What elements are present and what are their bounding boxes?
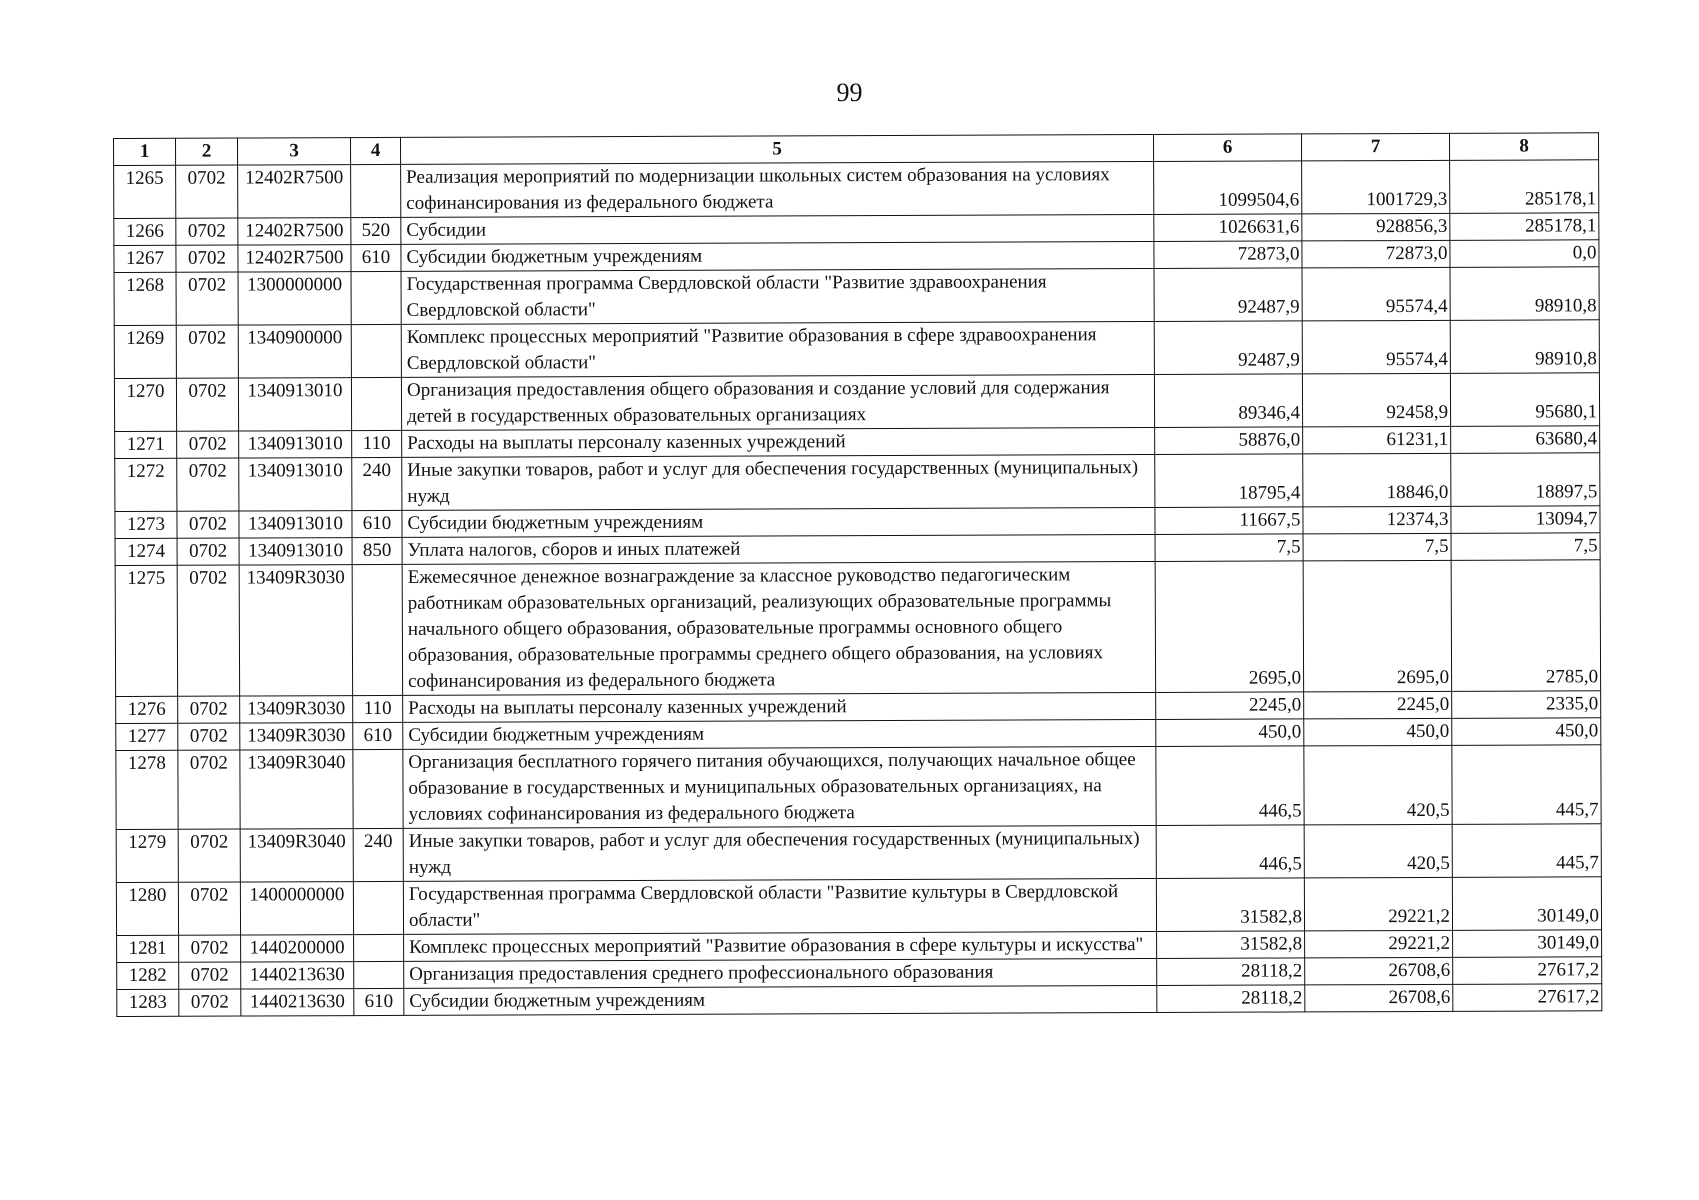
col-header-8: 8	[1449, 133, 1598, 161]
amount-col-6: 446,5	[1156, 746, 1304, 826]
table-row	[114, 267, 1599, 326]
budget-table-wrapper	[113, 132, 1601, 1017]
section-code: 0702	[178, 882, 240, 935]
section-code: 0702	[178, 750, 240, 829]
expense-type-code: 110	[353, 695, 403, 722]
amount-col-7: 2245,0	[1304, 691, 1452, 719]
col-header-6: 6	[1153, 134, 1301, 162]
item-name: Расходы на выплаты персоналу казенных учреждений	[403, 693, 1156, 723]
amount-col-8: 450,0	[1452, 718, 1601, 746]
amount-col-7: 928856,3	[1302, 213, 1450, 241]
col-header-3: 3	[238, 138, 351, 165]
amount-col-8: 27617,2	[1453, 984, 1602, 1012]
amount-col-6: 1099504,6	[1154, 161, 1302, 215]
amount-col-8: 95680,1	[1450, 373, 1599, 427]
row-number: 1271	[115, 431, 177, 458]
amount-col-7: 450,0	[1304, 718, 1452, 746]
amount-col-6: 2245,0	[1156, 692, 1304, 720]
amount-col-8: 27617,2	[1453, 957, 1602, 985]
section-code: 0702	[177, 458, 239, 511]
item-name: Государственная программа Свердловской области "Развитие культуры в Свердловской области"	[403, 878, 1156, 934]
item-name: Субсидии	[401, 215, 1154, 245]
row-number: 1280	[116, 882, 178, 935]
row-number: 1275	[115, 565, 178, 696]
amount-col-6: 450,0	[1156, 719, 1304, 747]
section-code: 0702	[176, 378, 238, 431]
section-code: 0702	[178, 829, 240, 882]
target-article-code: 12402R7500	[238, 245, 351, 272]
item-name: Комплекс процессных мероприятий "Развитие образования в сфере культуры и искусства"	[404, 931, 1157, 961]
col-header-4: 4	[351, 137, 401, 164]
row-number: 1279	[116, 829, 178, 882]
target-article-code: 1440213630	[241, 962, 354, 989]
row-number: 1268	[114, 272, 176, 325]
amount-col-8: 285178,1	[1450, 160, 1599, 214]
row-number: 1281	[117, 935, 179, 962]
row-number: 1272	[115, 458, 177, 511]
amount-col-6: 446,5	[1156, 825, 1304, 879]
target-article-code: 1400000000	[240, 882, 353, 935]
table-row	[114, 373, 1599, 432]
amount-col-8: 13094,7	[1451, 506, 1600, 534]
amount-col-6: 92487,9	[1154, 321, 1302, 375]
target-article-code: 1340913010	[239, 431, 352, 458]
amount-col-8: 63680,4	[1451, 426, 1600, 454]
expense-type-code: 240	[353, 828, 403, 881]
expense-type-code	[353, 749, 403, 828]
amount-col-6: 58876,0	[1155, 427, 1303, 455]
section-code: 0702	[178, 723, 240, 750]
expense-type-code	[351, 271, 401, 324]
section-code: 0702	[179, 989, 241, 1016]
amount-col-6: 92487,9	[1154, 268, 1302, 322]
table-row	[116, 877, 1601, 936]
amount-col-7: 29221,2	[1305, 930, 1453, 958]
target-article-code: 1340900000	[238, 325, 351, 378]
row-number: 1269	[114, 325, 176, 378]
item-name: Организация предоставления общего образования и создание условий для содержания детей в государственных образовательных организациях	[401, 375, 1154, 431]
expense-type-code	[354, 934, 404, 961]
amount-col-8: 30149,0	[1453, 930, 1602, 958]
amount-col-7: 1001729,3	[1302, 160, 1450, 214]
amount-col-8: 2335,0	[1452, 691, 1601, 719]
col-header-5: 5	[400, 135, 1153, 165]
target-article-code: 13409R3030	[240, 723, 353, 750]
section-code: 0702	[176, 245, 238, 272]
amount-col-8: 2785,0	[1451, 560, 1601, 692]
target-article-code: 1440200000	[241, 935, 354, 962]
amount-col-6: 18795,4	[1155, 454, 1303, 508]
row-number: 1267	[114, 245, 176, 272]
item-name: Субсидии бюджетным учреждениям	[403, 720, 1156, 750]
section-code: 0702	[178, 696, 240, 723]
expense-type-code: 610	[352, 510, 402, 537]
section-code: 0702	[179, 935, 241, 962]
row-number: 1265	[114, 165, 176, 218]
amount-col-7: 72873,0	[1302, 240, 1450, 268]
item-name: Уплата налогов, сборов и иных платежей	[402, 535, 1155, 565]
row-number: 1270	[114, 378, 176, 431]
amount-col-7: 18846,0	[1303, 453, 1451, 507]
table-row	[117, 984, 1602, 1017]
amount-col-7: 95574,4	[1302, 267, 1450, 321]
amount-col-8: 7,5	[1451, 533, 1600, 561]
item-name: Ежемесячное денежное вознаграждение за классное руководство педагогическим работникам образовательных организаций, реализующих образовательные программы начального общего образования, образовательные программы основного общего образования, образовательные программы среднего общего образования, на условиях софинансирования из федерального бюджета	[402, 562, 1155, 696]
section-code: 0702	[179, 962, 241, 989]
page-number: 99	[836, 78, 863, 107]
target-article-code: 12402R7500	[238, 218, 351, 245]
amount-col-6: 11667,5	[1155, 507, 1303, 535]
expense-type-code: 850	[352, 537, 402, 564]
table-row	[116, 824, 1601, 883]
col-header-2: 2	[176, 138, 238, 165]
table-row	[114, 160, 1599, 219]
amount-col-6: 31582,8	[1157, 931, 1305, 959]
amount-col-7: 26708,6	[1305, 984, 1453, 1012]
amount-col-7: 12374,3	[1303, 506, 1451, 534]
amount-col-6: 7,5	[1155, 534, 1303, 562]
amount-col-8: 445,7	[1452, 745, 1601, 825]
amount-col-8: 18897,5	[1451, 453, 1600, 507]
expense-type-code: 610	[353, 722, 403, 749]
expense-type-code: 110	[352, 430, 402, 457]
target-article-code: 1340913010	[239, 458, 352, 511]
row-number: 1273	[115, 511, 177, 538]
section-code: 0702	[176, 272, 238, 325]
amount-col-7: 7,5	[1303, 533, 1451, 561]
col-header-7: 7	[1301, 133, 1449, 161]
amount-col-6: 28118,2	[1157, 985, 1305, 1013]
amount-col-6: 1026631,6	[1154, 214, 1302, 242]
budget-table	[113, 132, 1602, 1017]
expense-type-code	[351, 164, 401, 217]
amount-col-7: 420,5	[1304, 824, 1452, 878]
row-number: 1282	[117, 962, 179, 989]
amount-col-7: 61231,1	[1303, 426, 1451, 454]
target-article-code: 1340913010	[239, 511, 352, 538]
amount-col-7: 2695,0	[1303, 560, 1452, 692]
section-code: 0702	[176, 325, 238, 378]
target-article-code: 13409R3040	[240, 829, 353, 882]
expense-type-code	[351, 377, 401, 430]
target-article-code: 12402R7500	[238, 165, 351, 218]
table-row	[115, 453, 1600, 512]
row-number: 1278	[116, 750, 178, 829]
table-row	[116, 745, 1601, 830]
item-name: Субсидии бюджетным учреждениям	[401, 242, 1154, 272]
item-name: Расходы на выплаты персоналу казенных учреждений	[402, 428, 1155, 458]
row-number: 1266	[114, 218, 176, 245]
target-article-code: 1300000000	[238, 272, 351, 325]
row-number: 1283	[117, 989, 179, 1016]
section-code: 0702	[177, 431, 239, 458]
section-code: 0702	[176, 165, 238, 218]
amount-col-6: 2695,0	[1155, 561, 1304, 693]
item-name: Организация бесплатного горячего питания обучающихся, получающих начальное общее образование в государственных и муниципальных образовательных организациях, на условиях софинансирования из федерального бюджета	[403, 747, 1156, 829]
expense-type-code: 610	[351, 244, 401, 271]
amount-col-7: 92458,9	[1302, 373, 1450, 427]
col-header-1: 1	[114, 138, 176, 165]
target-article-code: 1440213630	[241, 989, 354, 1016]
amount-col-6: 72873,0	[1154, 241, 1302, 269]
target-article-code: 13409R3040	[240, 750, 353, 829]
row-number: 1274	[115, 538, 177, 565]
target-article-code: 13409R3030	[240, 696, 353, 723]
section-code: 0702	[177, 511, 239, 538]
section-code: 0702	[176, 218, 238, 245]
row-number: 1276	[116, 696, 178, 723]
expense-type-code	[351, 324, 401, 377]
amount-col-6: 28118,2	[1157, 958, 1305, 986]
expense-type-code: 240	[352, 457, 402, 510]
amount-col-6: 31582,8	[1156, 878, 1304, 932]
amount-col-8: 98910,8	[1450, 320, 1599, 374]
item-name: Реализация мероприятий по модернизации школьных систем образования на условиях софинансирования из федерального бюджета	[401, 162, 1154, 218]
expense-type-code	[354, 961, 404, 988]
expense-type-code: 610	[354, 988, 404, 1015]
amount-col-8: 285178,1	[1450, 213, 1599, 241]
amount-col-6: 89346,4	[1154, 374, 1302, 428]
amount-col-8: 445,7	[1452, 824, 1601, 878]
item-name: Субсидии бюджетным учреждениям	[404, 985, 1157, 1015]
row-number: 1277	[116, 723, 178, 750]
target-article-code: 1340913010	[238, 378, 351, 431]
table-row	[115, 560, 1600, 697]
item-name: Субсидии бюджетным учреждениям	[402, 508, 1155, 538]
item-name: Организация предоставления среднего профессионального образования	[404, 958, 1157, 988]
amount-col-8: 30149,0	[1452, 877, 1601, 931]
amount-col-8: 0,0	[1450, 240, 1599, 268]
amount-col-7: 29221,2	[1304, 877, 1452, 931]
item-name: Иные закупки товаров, работ и услуг для обеспечения государственных (муниципальных) нужд	[402, 455, 1155, 511]
amount-col-8: 98910,8	[1450, 267, 1599, 321]
table-row	[114, 320, 1599, 379]
target-article-code: 13409R3030	[239, 565, 353, 696]
target-article-code: 1340913010	[239, 538, 352, 565]
item-name: Комплекс процессных мероприятий "Развитие образования в сфере здравоохранения Свердловской области"	[401, 322, 1154, 378]
expense-type-code	[352, 564, 403, 695]
item-name: Государственная программа Свердловской области "Развитие здравоохранения Свердловской области"	[401, 269, 1154, 325]
section-code: 0702	[177, 565, 240, 696]
amount-col-7: 26708,6	[1305, 957, 1453, 985]
amount-col-7: 420,5	[1304, 745, 1452, 825]
table-body	[114, 160, 1602, 1017]
expense-type-code	[353, 881, 403, 934]
section-code: 0702	[177, 538, 239, 565]
amount-col-7: 95574,4	[1302, 320, 1450, 374]
item-name: Иные закупки товаров, работ и услуг для обеспечения государственных (муниципальных) нужд	[403, 825, 1156, 881]
expense-type-code: 520	[351, 217, 401, 244]
